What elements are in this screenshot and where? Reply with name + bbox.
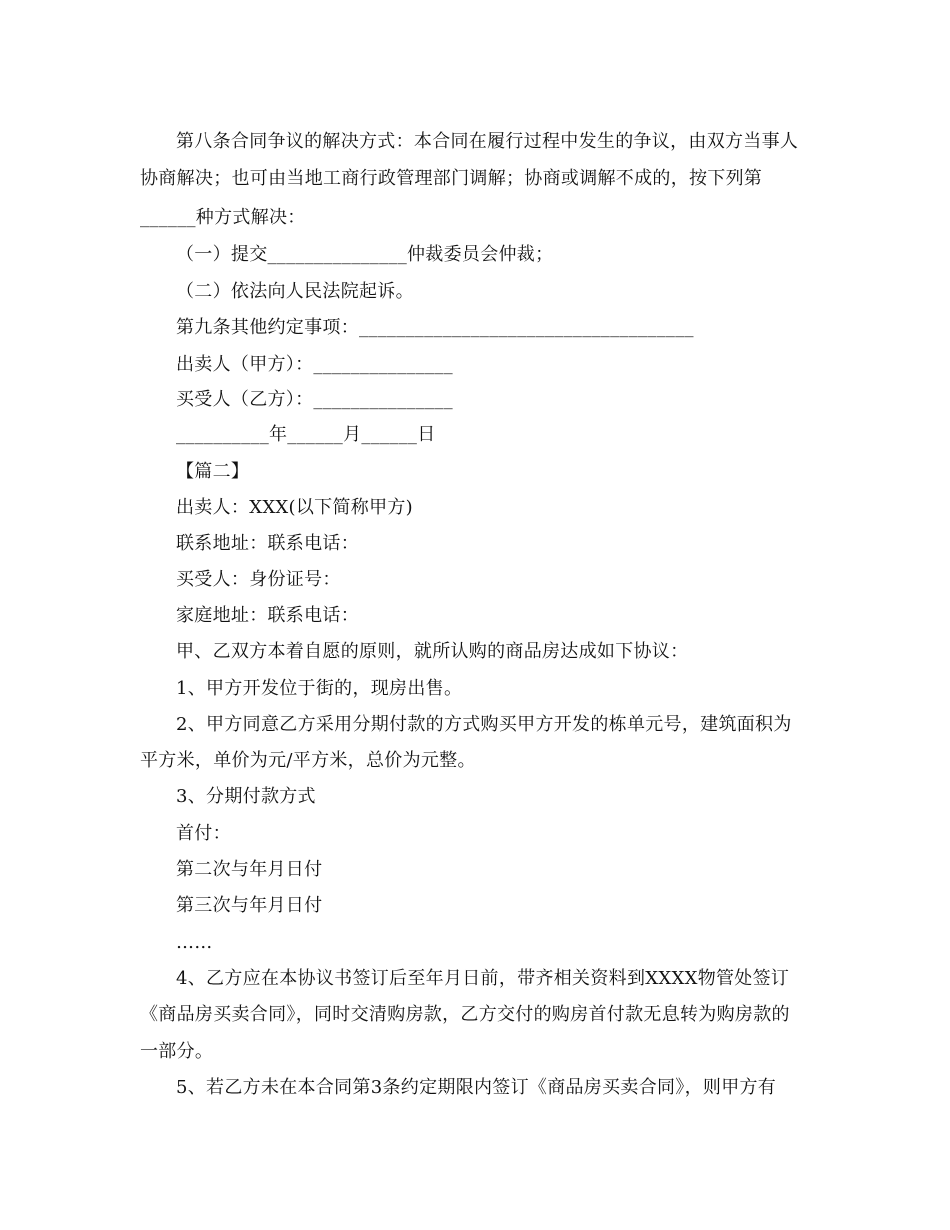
paragraph-line: 1、甲方开发位于街的，现房出售。 (176, 678, 463, 699)
paragraph-line: 第三次与年月日付 (176, 895, 323, 916)
paragraph-line: 出卖人（甲方）：_______________ (176, 354, 453, 375)
paragraph-line: ______种方式解决： (140, 207, 306, 228)
paragraph-line: 5、若乙方未在本合同第3条约定期限内签订《商品房买卖合同》，则甲方有 (176, 1077, 777, 1098)
paragraph-line: 《商品房买卖合同》，同时交清购房款，乙方交付的购房首付款无息转为购房款的 (140, 1004, 790, 1025)
ellipsis-line: …… (176, 932, 213, 953)
paragraph-line: 第八条合同争议的解决方式：本合同在履行过程中发生的争议，由双方当事人 (176, 131, 799, 152)
paragraph-line: 联系地址：联系电话： (176, 533, 359, 554)
paragraph-line: 家庭地址：联系电话： (176, 605, 359, 626)
paragraph-line: 买受人（乙方）：_______________ (176, 389, 453, 410)
paragraph-line: 第九条其他约定事项：____________________________________ (176, 317, 694, 338)
paragraph-line: 买受人：身份证号： (176, 569, 341, 590)
paragraph-line: 2、甲方同意乙方采用分期付款的方式购买甲方开发的栋单元号，建筑面积为 (176, 714, 792, 735)
paragraph-line: （一）提交_______________仲裁委员会仲裁； (176, 244, 554, 265)
paragraph-line: 出卖人：XXX(以下简称甲方) (176, 497, 413, 518)
paragraph-line: 甲、乙双方本着自愿的原则，就所认购的商品房达成如下协议： (176, 641, 689, 662)
paragraph-line: 3、分期付款方式 (176, 786, 316, 807)
paragraph-line: __________年______月______日 (176, 424, 436, 445)
paragraph-line: 4、乙方应在本协议书签订后至年月日前，带齐相关资料到XXXX物管处签订 (176, 968, 790, 989)
section-heading: 【篇二】 (176, 461, 250, 482)
paragraph-line: 协商解决；也可由当地工商行政管理部门调解；协商或调解不成的，按下列第 (140, 168, 763, 189)
paragraph-line: 第二次与年月日付 (176, 859, 323, 880)
paragraph-line: 平方米，单价为元/平方米，总价为元整。 (140, 750, 476, 771)
paragraph-line: 首付： (176, 823, 231, 844)
paragraph-line: （二）依法向人民法院起诉。 (176, 281, 414, 302)
paragraph-line: 一部分。 (140, 1041, 214, 1062)
